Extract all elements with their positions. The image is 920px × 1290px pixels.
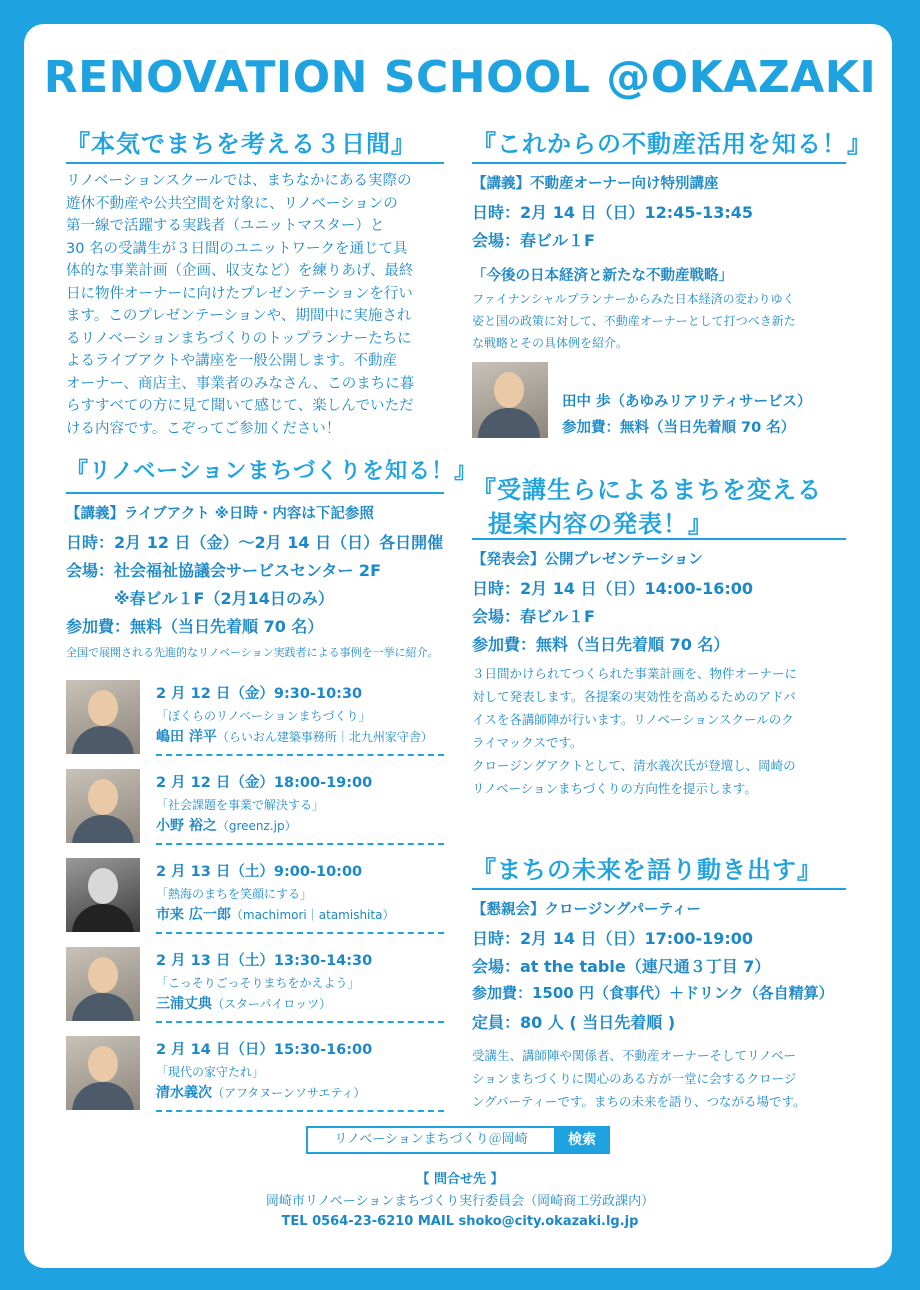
speaker-divider [156,1110,444,1112]
speaker-date: 2 月 13 日（土）13:30-14:30 [156,953,373,969]
speaker-name: 三浦丈典 [156,996,212,1012]
present-line: 日時：2月 14 日（日）14:00-16:00 [472,579,754,598]
lecturer-name: 田中 歩（あゆみリアリティサービス） [562,394,812,410]
speaker-divider [156,1021,444,1023]
future-line: 会場：at the table（連尺通３丁目 7） [472,957,771,976]
present-body-line: ３日間かけられてつくられた事業計画を、物件オーナーに [472,666,798,681]
realestate-line: 日時：2月 14 日（日）12:45-13:45 [472,203,754,222]
present-rule [472,538,846,540]
speaker-photo [66,947,140,1021]
present-text [472,662,797,800]
speaker-photo [66,769,140,843]
speaker-date: 2 月 13 日（土）9:00-10:00 [156,864,363,880]
present-body-line: 対して発表します。各提案の実効性を高めるためのアドバ [472,689,796,704]
realestate-details [472,172,753,256]
speaker-date: 2 月 14 日（日）15:30-16:00 [156,1042,373,1058]
future-line: 定員：80 人 ( 当日先着順 ) [472,1013,676,1032]
search-button[interactable]: 検索 [554,1126,610,1154]
poster-title: RENOVATION SCHOOL @OKAZAKI [43,52,877,103]
lecture-title: 「今後の日本経済と新たな不動産戦略」 [472,268,733,284]
speaker-photo [66,858,140,932]
present-body-line: イスを各講師陣が行います。リノベーションスクールのク [472,712,794,727]
present-line: 【発表会】公開プレゼンテーション [472,552,703,568]
lecturer-photo [472,362,548,438]
intro-line: リノベーションスクールでは、まちなかにある実際の [66,173,412,189]
speaker-name: 清水義次 [156,1085,212,1101]
intro-heading: 『本気でまちを考える３日間』 [66,130,416,158]
know-line: ※春ビル１F（2月14日のみ） [66,589,334,608]
future-body-line: ングパーティーです。まちの未来を語り、つながる場です。 [472,1094,806,1109]
know-rule [66,492,444,494]
present-details [472,548,753,660]
speaker-block [156,1038,372,1102]
search-query-box[interactable]: リノベーションまちづくり＠岡崎 [306,1126,556,1154]
speaker-org: （アフタヌーンソサエティ） [212,1086,366,1100]
intro-line: ける内容です。こぞってご参加ください！ [66,420,341,437]
future-body-line: 受講生、講師陣や関係者、不動産オーナーそしてリノベー [472,1048,797,1063]
speaker-topic: 「社会課題を事業で解決する」 [156,798,325,812]
lecture-text [472,288,796,354]
realestate-line: 【講義】不動産オーナー向け特別講座 [472,176,719,192]
speaker-block [156,860,394,924]
future-line: 日時：2月 14 日（日）17:00-19:00 [472,929,754,948]
present-line: 会場：春ビル１F [472,607,595,626]
present-line: 参加費：無料（当日先着順 70 名） [472,635,730,654]
speaker-divider [156,754,444,756]
contact-org: 岡崎市リノベーションまちづくり実行委員会（岡崎商工労政課内） [265,1194,655,1209]
future-heading: 『まちの未来を語り動き出す』 [472,856,822,884]
speaker-divider [156,932,444,934]
intro-line: 遊休不動産や公共空間を対象に、リノベーションの [66,195,398,212]
lecture-line: な戦略とその具体例を紹介。 [472,336,629,350]
know-line: 会場：社会福祉協議会サービスセンター 2F [66,561,381,580]
intro-line: 体的な事業計画（企画、収支など）を練りあげ、最終 [66,263,414,279]
intro-line: るリノベーションまちづくりのトップランナーたちに [66,330,412,347]
intro-line: 第一線で活躍する実践者（ユニットマスター）と [66,218,385,234]
know-line: 日時：2月 12 日（金）～2月 14 日（日）各日開催 [66,533,444,552]
speaker-photo [66,1036,140,1110]
speaker-block [156,771,372,835]
intro-line: オーナー、商店主、事業者のみなさん、このまちに暮 [66,375,415,392]
future-body-line: ションまちづくりに関心のある方が一堂に会するクロージ [472,1071,797,1086]
intro-line: らすすべての方に見て聞いて感じて、楽しんでいただ [66,398,414,414]
speaker-name: 市来 広一郎 [156,907,231,923]
speaker-block [156,949,372,1013]
speaker-topic: 「熱海のまちを笑顔にする」 [156,887,313,901]
future-details [472,898,834,1038]
know-details [66,502,443,660]
contact-heading: 【 問合せ先 】 [416,1172,504,1187]
speaker-topic: 「現代の家守たれ」 [156,1065,265,1079]
speaker-topic: 「ぼくらのリノベーションまちづくり」 [156,709,371,723]
speaker-divider [156,843,444,845]
speaker-topic: 「こっそりごっそりまちをかえよう」 [156,976,360,990]
lecture-line: ファイナンシャルプランナーからみた日本経済の変わりゆく [472,292,795,306]
know-line: 【講義】ライブアクト ※日時・内容は下記参照 [66,506,374,522]
future-text [472,1044,806,1113]
speaker-org: （greenz.jp） [216,819,297,833]
know-heading: 『リノベーションまちづくりを知る！』 [66,459,478,484]
present-body-line: ライマックスです。 [472,735,583,750]
speaker-block [156,682,433,746]
future-line: 参加費：1500 円（食事代）＋ドリンク（各自精算） [472,984,834,1002]
speaker-photo [66,680,140,754]
intro-line: ます。このプレゼンテーションや、期間中に実施され [66,308,412,324]
know-note: 全国で展開される先進的なリノベーション実践者による事例を一挙に紹介。 [66,646,439,659]
contact-info: TEL 0564-23-6210 MAIL shoko@city.okazaki.lg.jp [281,1214,639,1229]
realestate-rule [472,162,846,164]
present-heading: 『受講生らによるまちを変える [472,476,822,504]
future-rule [472,888,846,890]
intro-text [66,170,456,440]
future-line: 【懇親会】クロージングパーティー [472,902,702,918]
speaker-name: 小野 裕之 [156,818,217,834]
lecturer-fee: 参加費：無料（当日先着順 70 名） [562,420,796,436]
realestate-line: 会場：春ビル１F [472,231,595,250]
intro-rule [66,162,444,164]
present-heading-2: 提案内容の発表！』 [488,510,713,538]
realestate-heading: 『これからの不動産活用を知る！』 [472,130,872,158]
speaker-name: 嶋田 洋平 [156,729,217,745]
present-body-line: リノベーションまちづくりの方向性を提示します。 [472,781,757,796]
speaker-org: （machimori｜atamishita） [230,908,395,922]
intro-line: 日に物件オーナーに向けたプレゼンテーションを行い [66,285,413,302]
speaker-date: 2 月 12 日（金）18:00-19:00 [156,775,373,791]
speaker-date: 2 月 12 日（金）9:30-10:30 [156,686,363,702]
lecture-line: 姿と国の政策に対して、不動産オーナーとして打つべき新た [472,314,796,328]
present-body-line: クロージングアクトとして、清水義次氏が登壇し、岡崎の [472,758,796,773]
know-line: 参加費：無料（当日先着順 70 名） [66,617,324,636]
speaker-org: （らいおん建築事務所｜北九州家守舎） [216,730,433,744]
intro-line: よるライブアクトや講座を一般公開します。不動産 [66,353,398,369]
intro-line: 30 名の受講生が３日間のユニットワークを通じて具 [66,240,408,257]
speaker-org: （スターパイロッツ） [212,997,332,1011]
